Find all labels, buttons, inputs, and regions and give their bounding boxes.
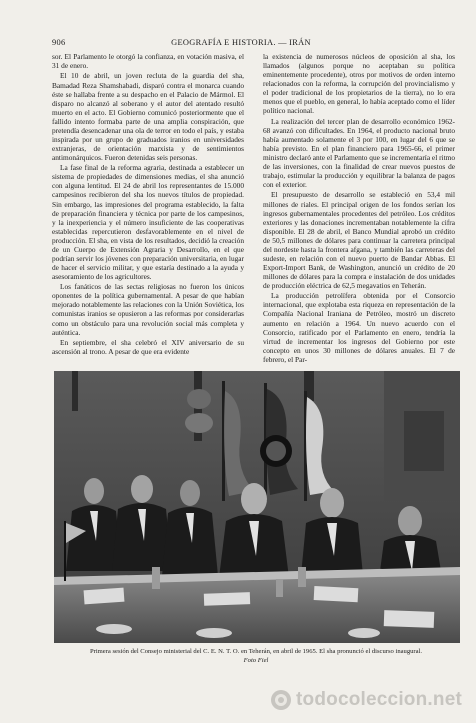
paragraph: El 10 de abril, un joven recluta de la guardia del sha, Bamadad Reza Shamshabadi, disparó contra el monarca cuando éste se hallaba frente a su despacho en el Palacio de Mármol. El disparo no alcanzó al soberano y el autor del atentado resultó muerto en el acto. El Gobierno comunicó posteriormente que el fallido intento formaba parte de una amplia conspiración, que pretendía desencadenar una ola de terror en todo el país, y estaba inspirada por un grupo de graduados iranios en universidades extranjeras, de orientación marxista y de sentimientos antimonárquicos. Fueron detenidas seis personas. bbox=[52, 71, 244, 162]
page-number: 906 bbox=[52, 38, 66, 47]
paragraph: La realización del tercer plan de desarrollo económico 1962-68 avanzó con dificultades. En 1964, el producto nacional bruto había aumentado solamente el 3 por 100, en lugar del 6 que se había previsto. En el plan financiero para 1965-66, el primer ministro declaró ante el Parlamento que se incrementaría el ritmo de las inversiones, con la finalidad de crear nuevos puestos de trabajo, estimular la producción y equilibrar la balanza de pagos con el exterior. bbox=[263, 116, 455, 190]
paragraph: El presupuesto de desarrollo se estableció en 53,4 mil millones de riales. El principal origen de los fondos serían los ingresos gubernamentales procedentes del petróleo. Los créditos exteriores y las donaciones incrementaban notablemente la cifra disponible. El 28 de abril, el Banco Mundial aprobó un crédito de 50,5 millones de dólares para continuar la carretera principal del nordeste hasta la frontera afgana, y también las carreteras del sudeste, en relación con el nuevo puerto de Bandar Abbas. El Export-Import Bank, de Washington, anunció un crédito de 20 millones de dólares para la compra e instalación de dos unidades de producción eléctrica de 62,5 megavatios en Teherán. bbox=[263, 190, 455, 290]
photo-credit: Foto Fiel bbox=[243, 657, 269, 664]
paragraph: sor. El Parlamento le otorgó la confianza, en votación masiva, el 31 de enero. bbox=[52, 52, 244, 71]
paragraph: Los fanáticos de las sectas religiosas no fueron los únicos oponentes de la política gubernamental. A pesar de que habían mejorado notablemente las relaciones con la Unión Soviética, los comunistas iranios se opusieron a las reformas por considerarlas como un obstáculo para una revolución social más completa y auténtica. bbox=[52, 282, 244, 337]
paragraph: La fase final de la reforma agraria, destinada a establecer un sistema de propiedades de dimensiones medias, el sha anunció con alguna lentitud. El 24 de abril los representantes de 15.000 campesinos recibieron del sha los nuevos títulos de propiedad. Sin embargo, las impresiones del programa establecido, la falta de preparación financiera y técnica por parte de los campesinos, y la inexperiencia y el número insuficiente de las cooperativas establecidas repercutieron desfavorablemente en el nivel de producción. El sha, en vista de los resultados, decidió la creación de un Cuerpo de Extensión Agraria y Desarrollo, en el que podrían servir los jóvenes con preparación universitaria, en lugar de hacer el servicio militar, y que estaría destinado a la ayuda y asesoramiento de los agricultores. bbox=[52, 163, 244, 281]
page-header bbox=[52, 38, 430, 50]
right-text-column bbox=[263, 52, 455, 365]
paragraph: La producción petrolífera obtenida por el Consorcio internacional, que explotaba esta riqueza en representación de la Compañía Nacional Iraniana de Petróleo, mostró un discreto aumento en relación a 1964. Un nuevo acuerdo con el Consorcio, ratificado por el Parlamento en enero, tendría la virtud de incrementar los ingresos del Gobierno por este concepto en unos 30 millones de dólares anuales. El 7 de febrero, el Par- bbox=[263, 291, 455, 364]
photo-caption: Primera sesión del Consejo ministerial del C. E. N. T. O. en Teherán, en abril de 1965. El sha pronunció el discurso inaugural. bbox=[89, 648, 423, 655]
watermark bbox=[270, 689, 462, 711]
left-text-column bbox=[52, 52, 244, 358]
running-head: GEOGRAFÍA E HISTORIA. — IRÁN bbox=[171, 38, 311, 47]
watermark-logo-icon bbox=[270, 689, 292, 711]
meeting-photo bbox=[54, 371, 460, 643]
watermark-text: todocoleccion.net bbox=[296, 689, 462, 710]
paragraph: En septiembre, el sha celebró el XIV aniversario de su ascensión al trono. A pesar de que era evidente bbox=[52, 338, 244, 357]
paragraph: la existencia de numerosos núcleos de oposición al sha, los llamados (algunos porque no aceptaban su política eminentemente procedente), otros por motivos de orden interno relacionados con la reforma, la corrupción del provincialismo y el poder tradicional de los propietarios de la tierra), no lo era menos que el pueblo, en general, lo había aceptado como el líder político nacional. bbox=[263, 52, 455, 116]
